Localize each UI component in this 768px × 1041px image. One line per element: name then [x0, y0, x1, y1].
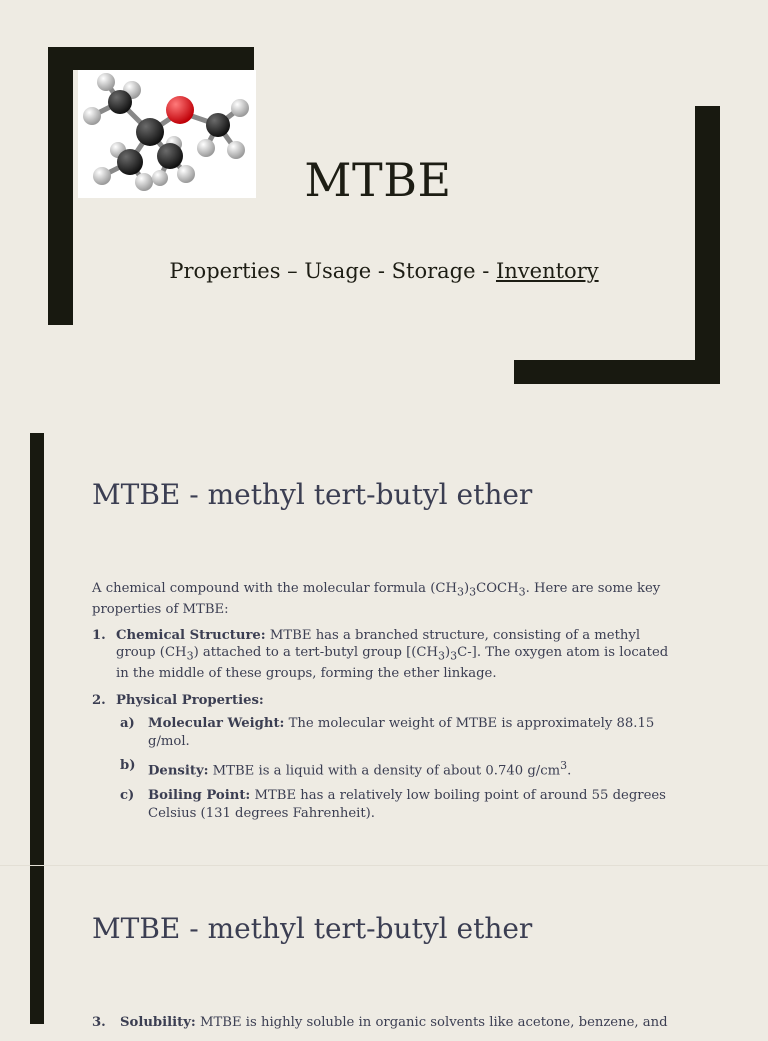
slide-title: MTBE [304, 153, 452, 207]
frame-bar-bottom-right-horizontal [514, 360, 720, 384]
subtitle-text: Properties – Usage - Storage - [169, 259, 496, 283]
slide-body [92, 1014, 672, 1041]
physical-properties-sublist [116, 715, 672, 822]
list-item: 1. Chemical Structure: MTBE has a branched structure, consisting of a methyl group $(CH_3)$ attached to a tert-butyl group $[(CH_3)_3C-]$. The oxygen atom is located in the middle of these groups, forming the ether linkage. [92, 627, 669, 682]
frame-bar-top-left-horizontal [48, 47, 254, 70]
accent-bar [30, 433, 44, 866]
list-item: 2. Physical Properties: a) Molecular Weight: The molecular weight of MTBE is approximately 88.15 g/mol. b) Density: MTBE is a liquid with a density of about 0.740 $g/cm^3$. c) Boiling Point: MTBE has a relatively low boiling point of around 55 degrees Celsius (131 degrees Fahrenheit). [92, 692, 672, 822]
sublist-item: b) Density: MTBE is a liquid with a density of about 0.740 $g/cm^3$. [120, 758, 572, 779]
properties-slide [0, 414, 768, 866]
sublist-item: c) Boiling Point: MTBE has a relatively low boiling point of around 55 degrees Celsius (131 degrees Fahrenheit). [120, 788, 666, 821]
property-list [92, 1014, 672, 1032]
property-list [92, 627, 672, 823]
accent-bar [30, 866, 44, 1024]
sublist-item: a) Molecular Weight: The molecular weight of MTBE is approximately 88.15 g/mol. [120, 716, 655, 749]
intro-paragraph: A chemical compound with the molecular formula $(CH_3)_3COCH_3$. Here are some key properties of MTBE: [92, 581, 661, 618]
properties-continued-slide [0, 866, 768, 1030]
slide-body [92, 580, 672, 831]
slide-heading: MTBE - methyl tert-butyl ether [92, 478, 533, 511]
list-item: 3. Solubility: MTBE is highly soluble in organic solvents like acetone, benzene, and [92, 1015, 668, 1030]
frame-bar-bottom-right-vertical [695, 106, 720, 384]
slide-heading: MTBE - methyl tert-butyl ether [92, 912, 533, 945]
slide-subtitle [0, 259, 768, 283]
title-slide [0, 0, 768, 414]
inventory-link[interactable]: Inventory [495, 259, 599, 283]
